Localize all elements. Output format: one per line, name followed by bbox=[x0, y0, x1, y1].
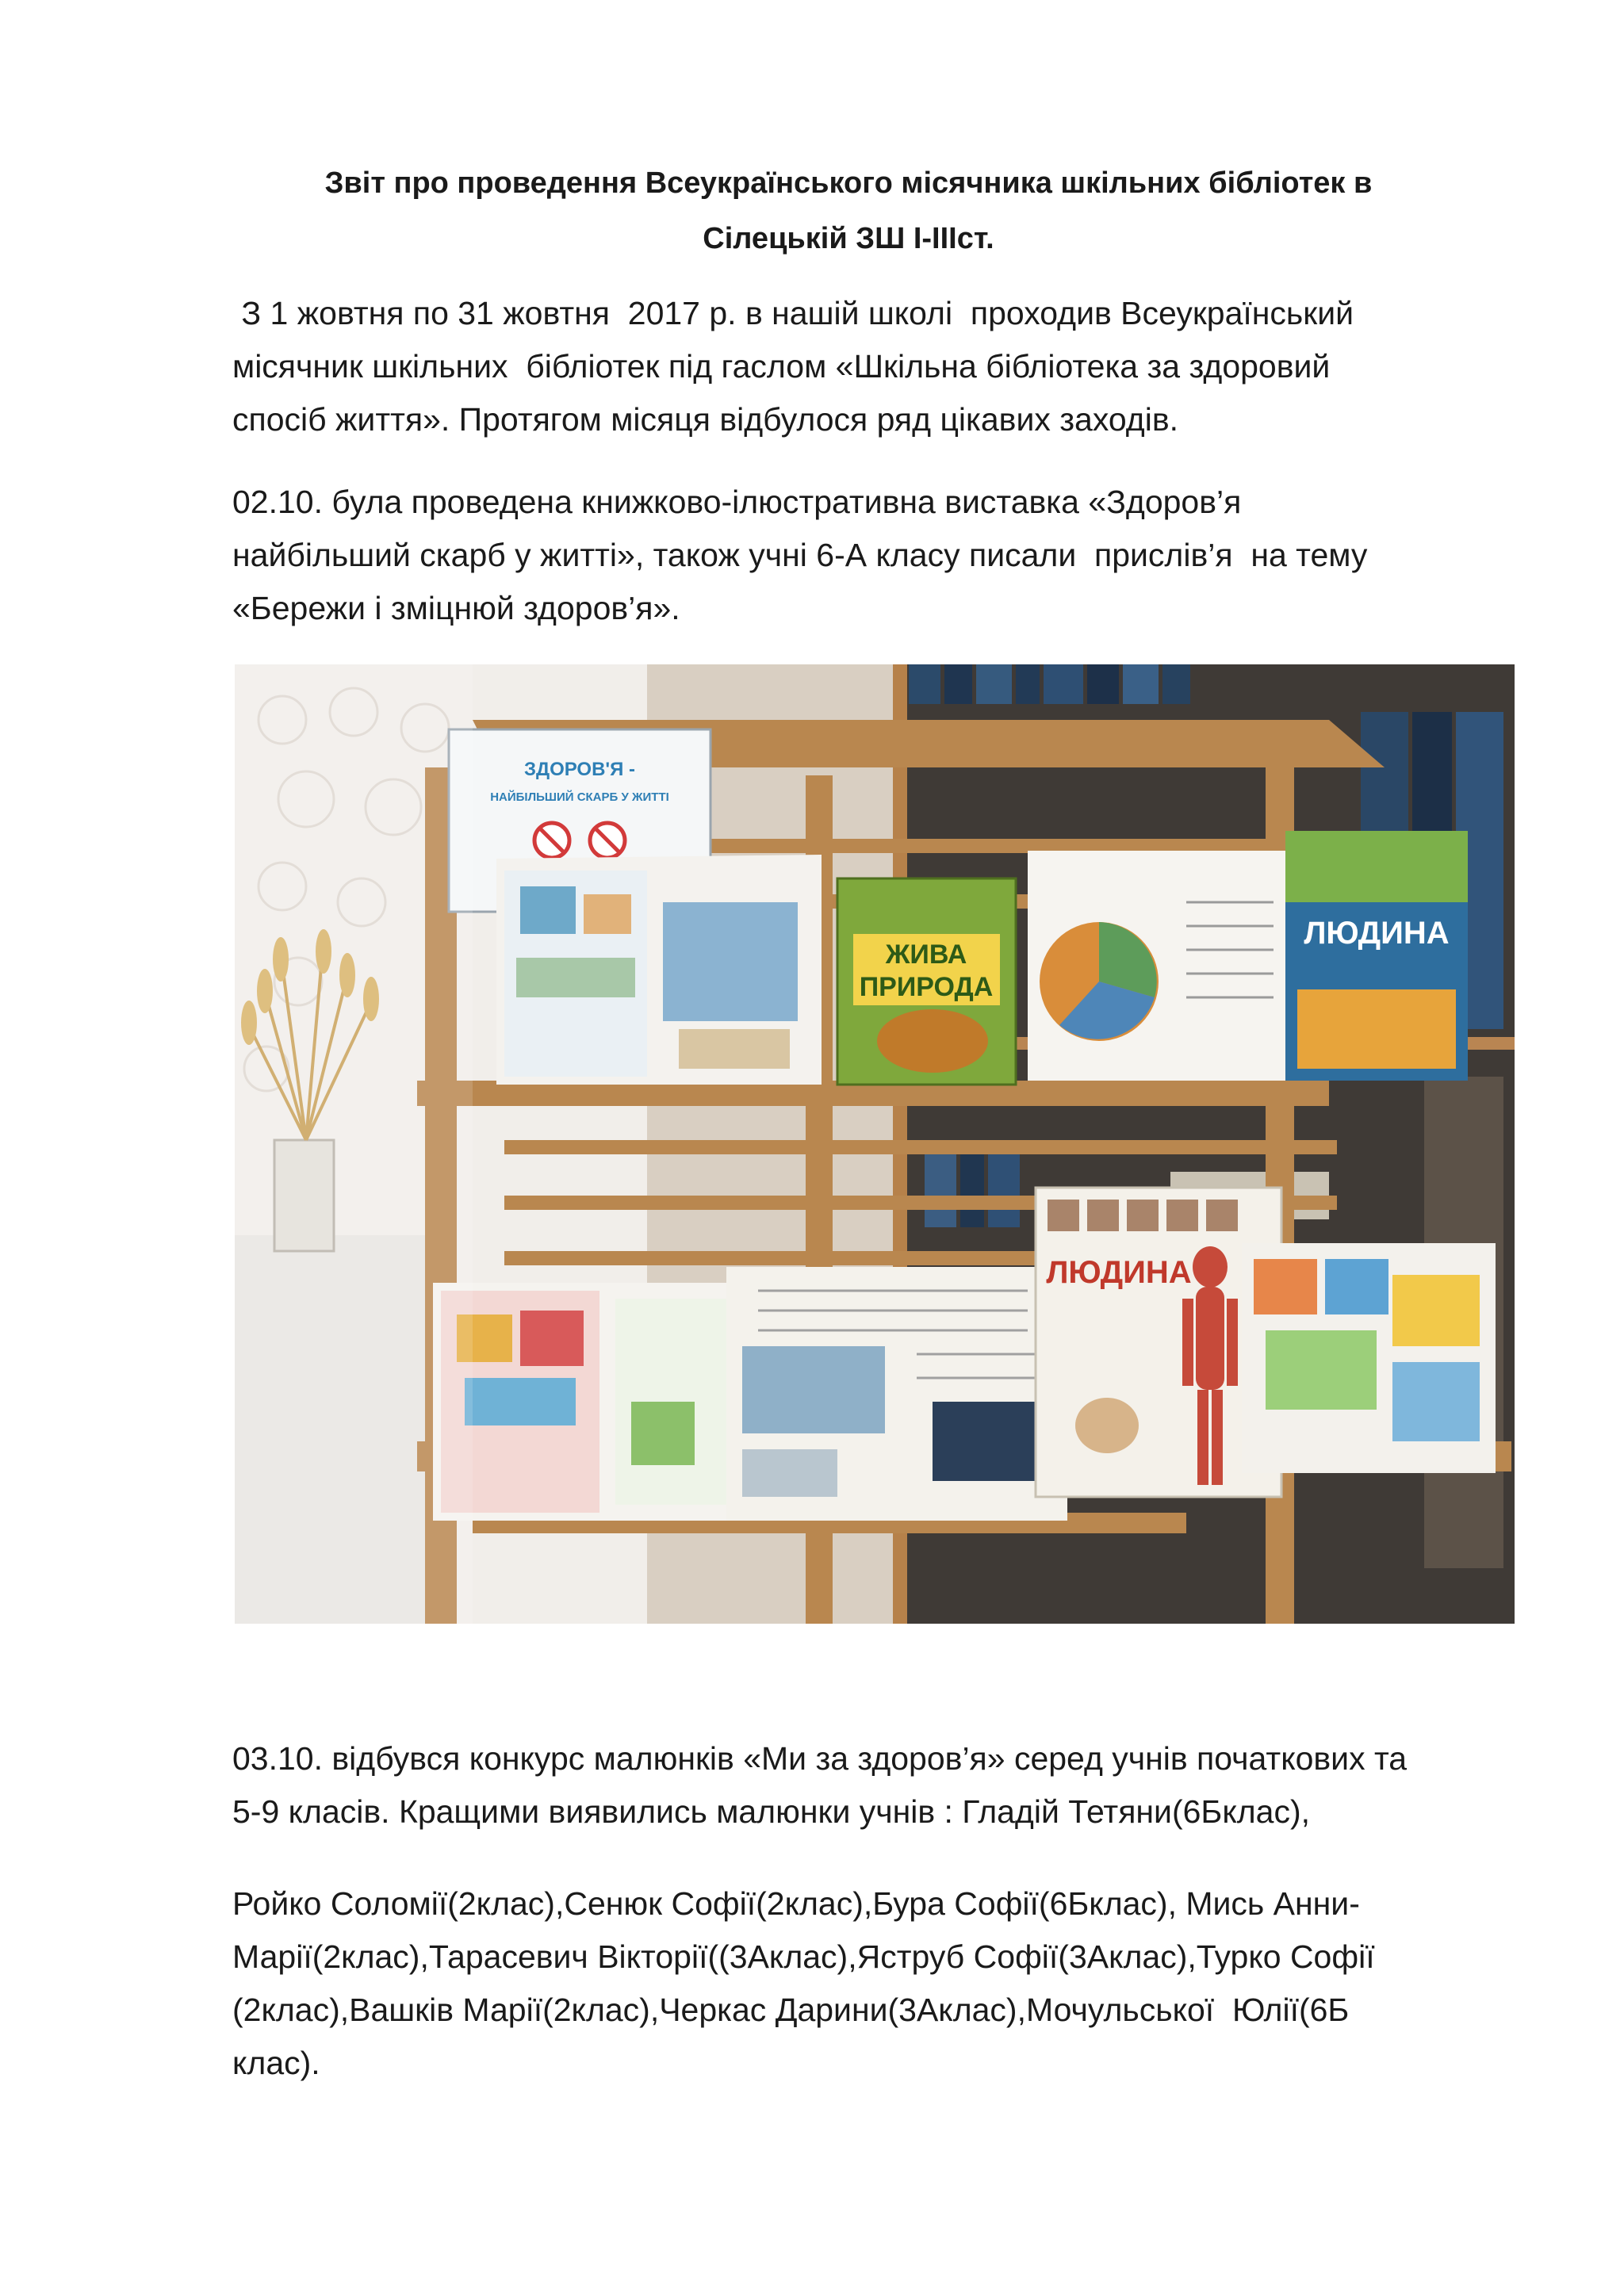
exhibition-line: найбільший скарб у житті», також учні 6-А класу писали прислів’я на тему bbox=[232, 537, 1368, 573]
winners-line: Марії(2клас),Тарасевич Вікторії((3Аклас),Яструб Софії(3Аклас),Турко Софії bbox=[232, 1938, 1375, 1975]
book-exhibition-photo bbox=[235, 664, 1515, 1624]
winners-line: Ройко Соломії(2клас),Сенюк Софії(2клас),Бура Софії(6Бклас), Мись Анни- bbox=[232, 1885, 1360, 1922]
title-line-1: Звіт про проведення Всеукраїнського місячника шкільних бібліотек в bbox=[324, 166, 1373, 200]
exhibition-line: «Бережи і зміцнюй здоров’я». bbox=[232, 590, 680, 626]
exhibition-line: 02.10. була проведена книжково-ілюстративна виставка «Здоров’я bbox=[232, 484, 1242, 520]
intro-line: З 1 жовтня по 31 жовтня 2017 р. в нашій школі проходив Всеукраїнський bbox=[232, 295, 1354, 331]
contest-line: 5-9 класів. Кращими виявились малюнки учнів : Гладій Тетяни(6Бклас), bbox=[232, 1793, 1310, 1830]
book-title-lyudyna-anatomy: ЛЮДИНА bbox=[1046, 1255, 1192, 1290]
drawing-contest-paragraph bbox=[232, 1732, 1533, 1839]
winners-line: (2клас),Вашків Марії(2клас),Черкас Дарини(3Аклас),Мочульської Юлії(6Б bbox=[232, 1992, 1350, 2028]
winners-line: клас). bbox=[232, 2045, 320, 2081]
contest-line: 03.10. відбувся конкурс малюнків «Ми за здоров’я» серед учнів початкових та bbox=[232, 1740, 1408, 1777]
report-title bbox=[230, 155, 1467, 266]
title-line-2: Сілецькій ЗШ І-ІІІст. bbox=[703, 222, 994, 255]
winners-paragraph bbox=[232, 1877, 1533, 2090]
intro-line: місячник шкільних бібліотек під гаслом «Шкільна бібліотека за здоровий bbox=[232, 348, 1331, 385]
poster-subtitle: НАЙБІЛЬШИЙ СКАРБ У ЖИТТІ bbox=[490, 790, 669, 804]
book-title-pryroda: ПРИРОДА bbox=[859, 972, 994, 1002]
book-title-lyudyna-top: ЛЮДИНА bbox=[1304, 916, 1450, 951]
intro-paragraph bbox=[232, 287, 1533, 446]
poster-title: ЗДОРОВ'Я - bbox=[523, 759, 636, 780]
exhibition-paragraph bbox=[232, 476, 1533, 635]
intro-line: спосіб життя». Протягом місяця відбулося ряд цікавих заходів. bbox=[232, 401, 1179, 438]
book-title-zhyva: ЖИВА bbox=[885, 939, 967, 970]
